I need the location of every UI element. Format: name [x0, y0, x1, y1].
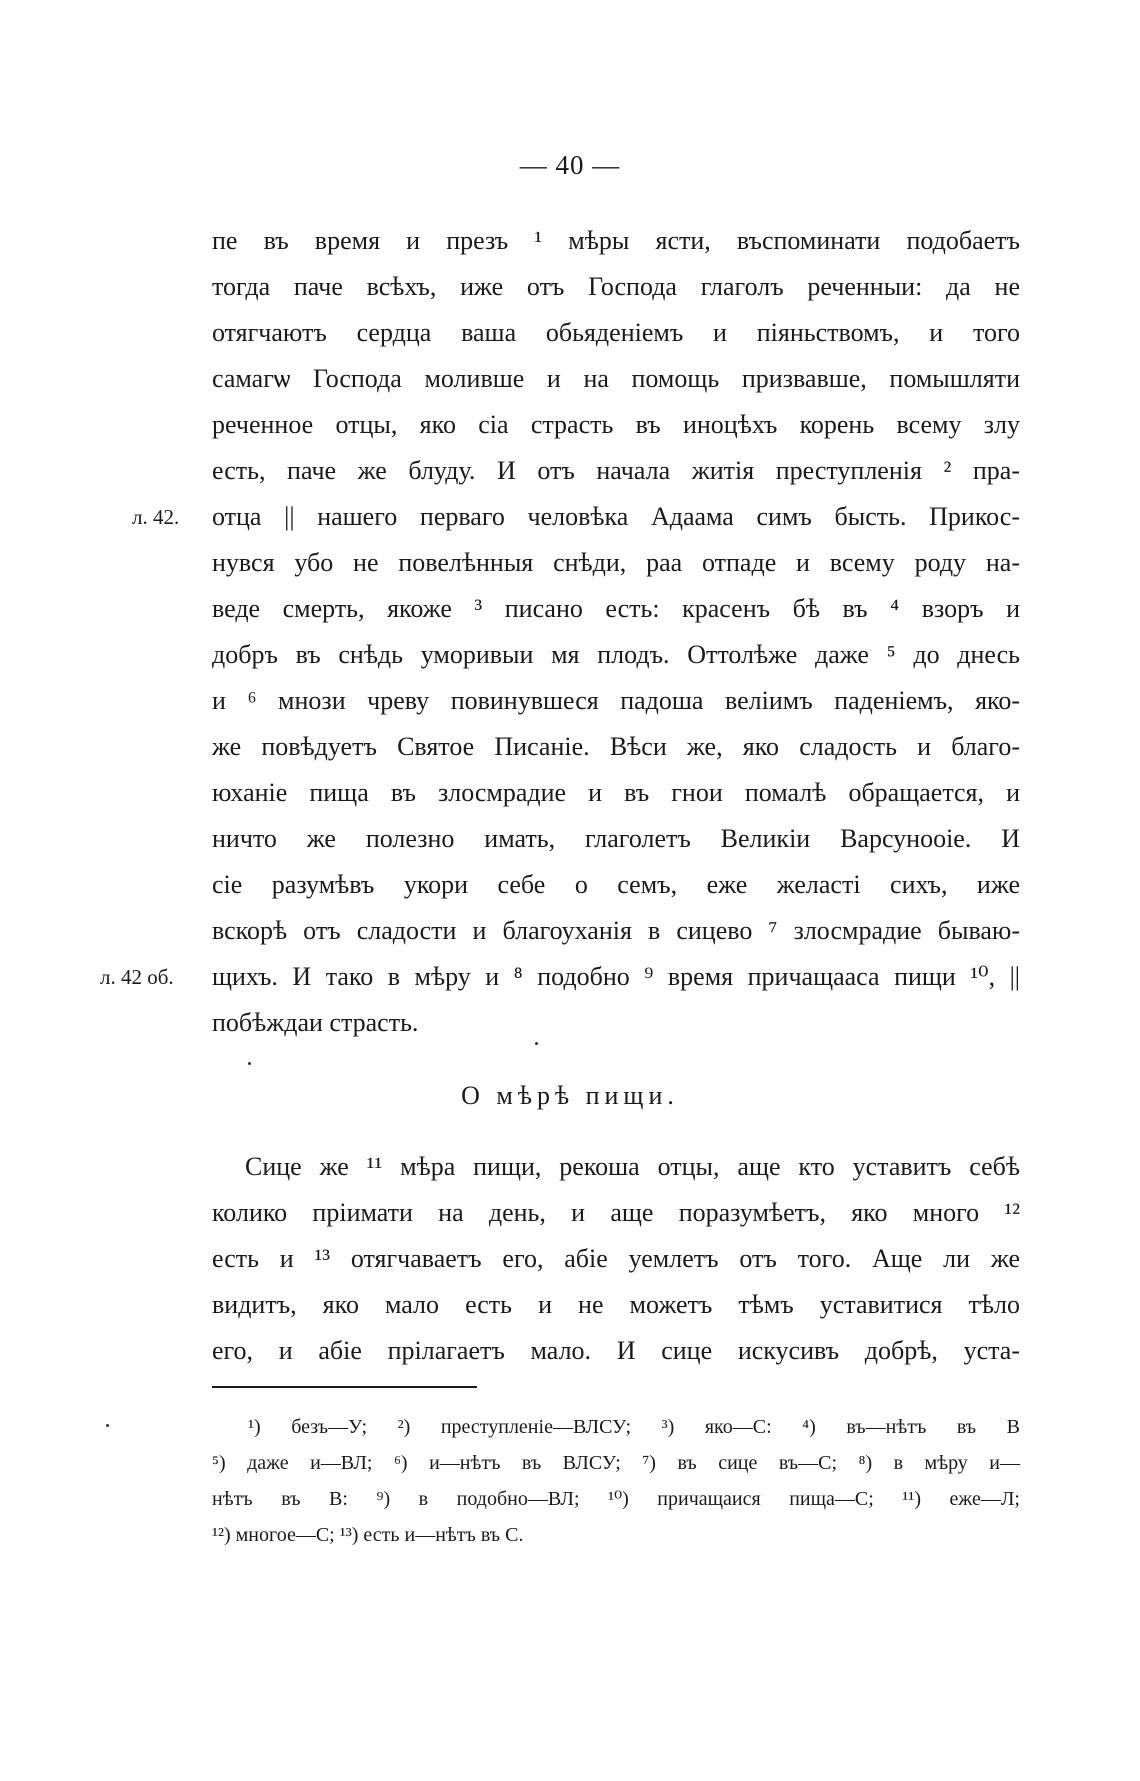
footnote-divider [212, 1386, 477, 1388]
text-line: юханіе пища въ злосмрадие и въ гнои помалѣ обращается, и [212, 778, 1020, 807]
print-speck [535, 1042, 538, 1045]
print-speck [248, 1062, 251, 1065]
footnote-line: ¹²) многое—С; ¹³) есть и—нѣтъ въ С. [212, 1524, 524, 1546]
text-line: отягчаютъ сердца ваша обьяденіемъ и піяньствомъ, и того [212, 318, 1020, 347]
text-line: реченное отцы, яко сіа страсть въ иноцѣхъ корень всему злу [212, 410, 1020, 439]
text-line: вскорѣ отъ сладости и благоуханія в сицево ⁷ злосмрадие бываю- [212, 916, 1020, 945]
text-line: щихъ. И тако в мѣру и ⁸ подобно ⁹ время причащааса пищи ¹⁰, || [212, 962, 1020, 991]
text-line: есть, паче же блуду. И отъ начала житія преступленія ² пра- [212, 456, 1020, 485]
text-line: сіе разумѣвъ укори себе о семъ, еже желастi сихъ, иже [212, 870, 1020, 899]
text-line: самагѡ Господа молившe и на помощь призвавше, помышляти [212, 364, 1020, 393]
text-line: ничто же полезно имать, глаголетъ Великіи Варсунооіе. И [212, 824, 1020, 853]
text-line: добръ въ снѣдь уморивыи мя плодъ. Оттолѣже даже ⁵ до днесь [212, 640, 1020, 669]
footnote-line: ⁵) даже и—ВЛ; ⁶) и—нѣтъ въ ВЛСУ; ⁷) въ сице въ—С; ⁸) в мѣру и— [212, 1452, 1020, 1474]
page-number: — 40 — [519, 150, 621, 180]
text-line: же повѣдуетъ Святое Писаніе. Вѣси же, яко сладость и благо- [212, 732, 1020, 761]
text-line: есть и ¹³ отягчаваетъ его, абіе уемлетъ отъ того. Аще ли же [212, 1244, 1020, 1273]
text-line: отца || нашего перваго человѣка Адаама симъ бысть. Прикос- [212, 502, 1020, 531]
text-line: видитъ, яко мало есть и не можетъ тѣмъ уставитися тѣло [212, 1290, 1020, 1319]
print-speck [106, 1424, 109, 1427]
section-heading: О мѣрѣ пищи. [461, 1081, 679, 1110]
text-line: веде смерть, якоже ³ писано есть: красенъ бѣ въ ⁴ взоръ и [212, 594, 1020, 623]
text-line: нувся убо не повелѣнныя снѣди, раа отпаде и всему роду на- [212, 548, 1020, 577]
margin-note: л. 42 об. [100, 965, 174, 989]
text-line: Сице же ¹¹ мѣра пищи, рекоша отцы, аще кто уставитъ себѣ [245, 1152, 1020, 1181]
text-line: побѣждаи страсть. [212, 1008, 419, 1037]
text-line: и ⁶ мнози чреву повинувшеся падоша веліимъ паденіемъ, яко- [212, 686, 1020, 715]
footnote-line: ¹) безъ—У; ²) преступленіе—ВЛСУ; ³) яко—С: ⁴) въ—нѣтъ въ В [248, 1416, 1020, 1438]
footnote-line: нѣтъ въ В: ⁹) в подобно—ВЛ; ¹⁰) причащаися пища—С; ¹¹) еже—Л; [212, 1488, 1020, 1510]
margin-note: л. 42. [132, 505, 180, 529]
text-line: колико пріимати на день, и аще поразумѣетъ, яко много ¹² [212, 1198, 1020, 1227]
text-line: пе въ время и презъ ¹ мѣры ясти, въспоминати подобаетъ [212, 226, 1020, 255]
text-line: тогда паче всѣхъ, иже отъ Господа глаголъ реченныи: да не [212, 272, 1020, 301]
text-line: его, и абіе прілагаетъ мало. И сице искусивъ добрѣ, уста- [212, 1336, 1020, 1365]
